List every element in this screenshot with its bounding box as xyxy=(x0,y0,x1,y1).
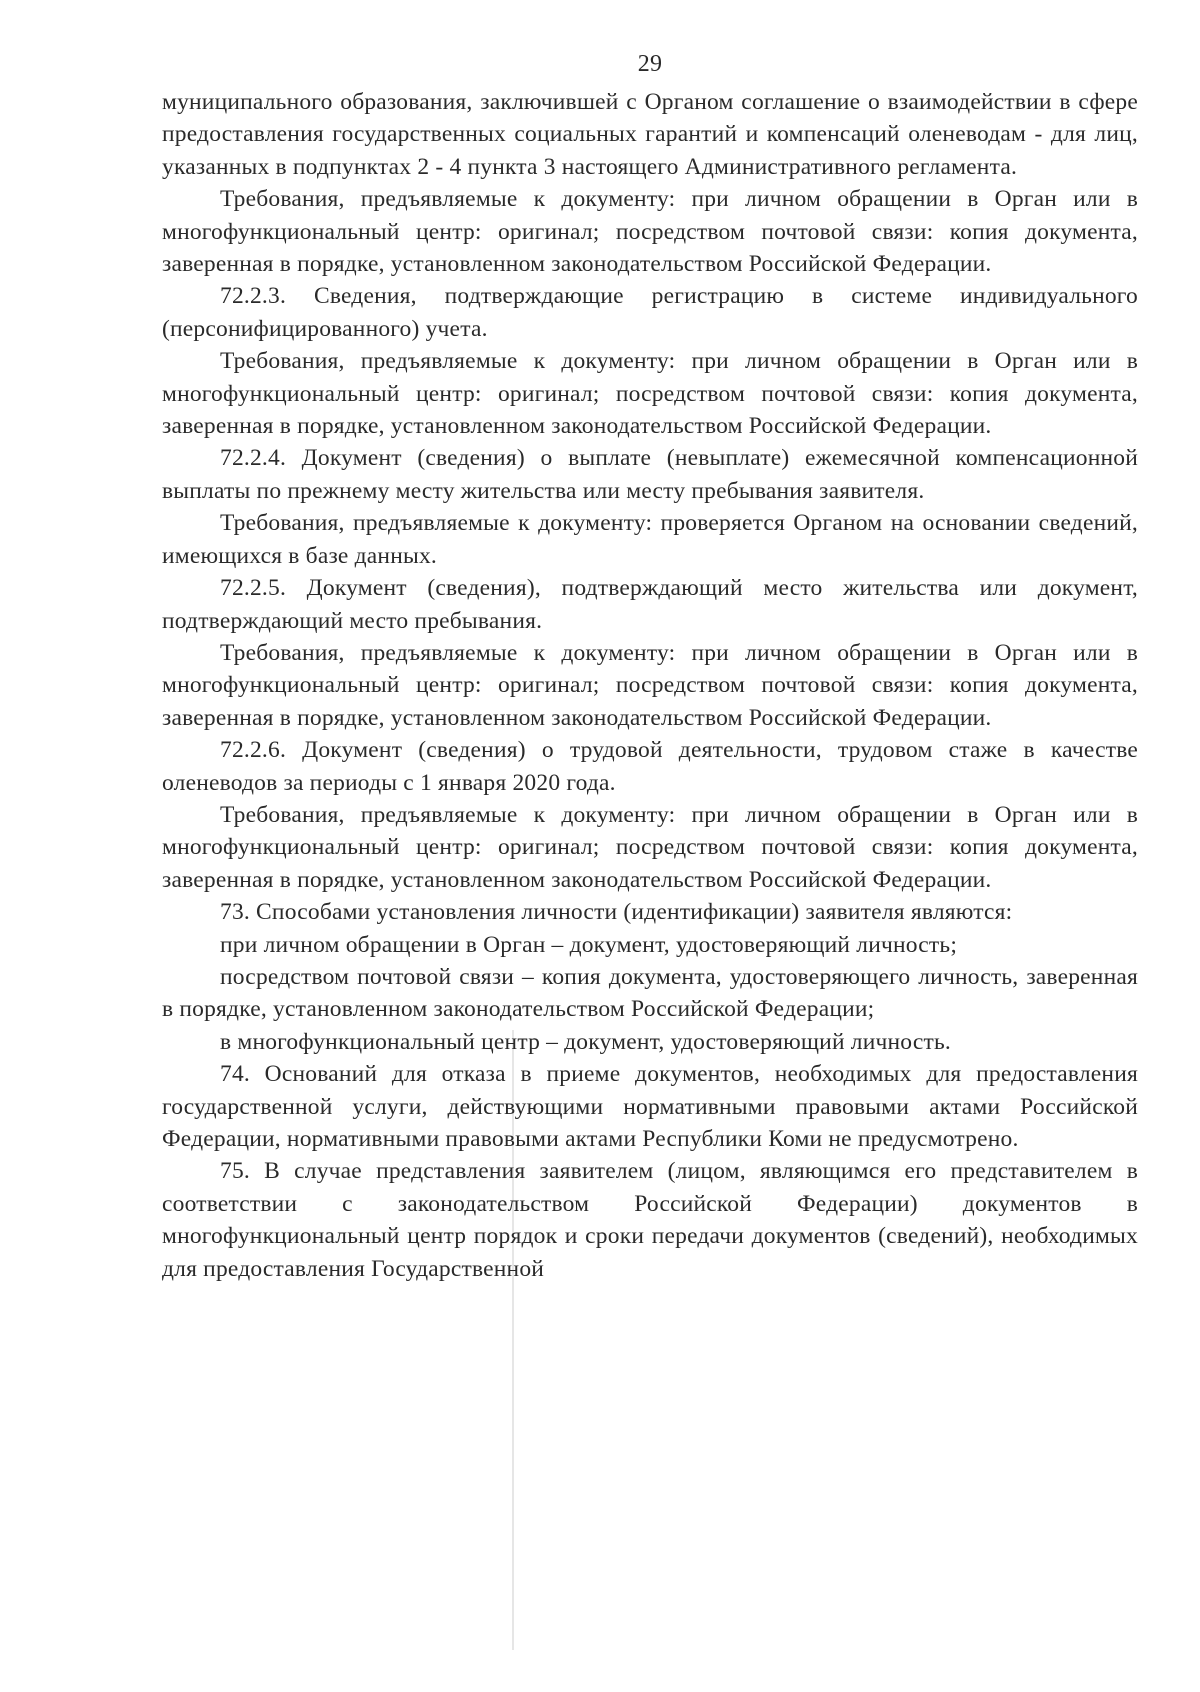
paragraph-requirements-1: Требования, предъявляемые к документу: при личном обращении в Орган или в многофункциональный центр: оригинал; посредством почтовой связи: копия документа, заверенная в порядке, установленном законодательством Российской Федерации. xyxy=(162,186,1138,278)
paragraph-requirements-4: Требования, предъявляемые к документу: при личном обращении в Орган или в многофункциональный центр: оригинал; посредством почтовой связи: копия документа, заверенная в порядке, установленном законодательством Российской Федерации. xyxy=(162,639,1138,731)
paragraph-requirements-2: Требования, предъявляемые к документу: при личном обращении в Орган или в многофункциональный центр: оригинал; посредством почтовой связи: копия документа, заверенная в порядке, установленном законодательством Российской Федерации. xyxy=(162,348,1138,440)
paragraph-requirements-3: Требования, предъявляемые к документу: проверяется Органом на основании сведений, имеющихся в базе данных. xyxy=(162,510,1138,569)
paragraph-75: 75. В случае представления заявителем (лицом, являющимся его представителем в соответствии с законодательством Российской Федерации) документов в многофункциональный центр порядок и сроки передачи документов (сведений), необходимых для предоставления Государственной xyxy=(162,1158,1138,1282)
paragraph-73-item-1: при личном обращении в Орган – документ, удостоверяющий личность; xyxy=(220,931,958,958)
document-page xyxy=(162,48,1138,1285)
paragraph-72-2-6: 72.2.6. Документ (сведения) о трудовой деятельности, трудовом стаже в качестве оленеводов за периоды с 1 января 2020 года. xyxy=(162,737,1138,796)
paragraph-72-2-3: 72.2.3. Сведения, подтверждающие регистрацию в системе индивидуального (персонифицированного) учета. xyxy=(162,283,1138,342)
paragraph-73-item-3: в многофункциональный центр – документ, удостоверяющий личность. xyxy=(220,1028,951,1055)
paragraph-73-item-2: посредством почтовой связи – копия документа, удостоверяющего личность, заверенная в порядке, установленном законодательством Российской Федерации; xyxy=(162,963,1138,1023)
paragraph-requirements-5: Требования, предъявляемые к документу: при личном обращении в Орган или в многофункциональный центр: оригинал; посредством почтовой связи: копия документа, заверенная в порядке, установленном законодательством Российской Федерации. xyxy=(162,801,1138,893)
paragraph-continuation: муниципального образования, заключившей с Органом соглашение о взаимодействии в сфере предоставления государственных социальных гарантий и компенсаций оленеводам - для лиц, указанных в подпунктах 2 - 4 пункта 3 настоящего Административного регламента. xyxy=(162,89,1138,180)
paragraph-72-2-5: 72.2.5. Документ (сведения), подтверждающий место жительства или документ, подтверждающий место пребывания. xyxy=(162,575,1138,634)
paragraph-72-2-4: 72.2.4. Документ (сведения) о выплате (невыплате) ежемесячной компенсационной выплаты по прежнему месту жительства или месту пребывания заявителя. xyxy=(162,445,1138,504)
page-number: 29 xyxy=(637,51,663,77)
paragraph-73: 73. Способами установления личности (идентификации) заявителя являются: xyxy=(220,899,1013,926)
paragraph-74: 74. Оснований для отказа в приеме документов, необходимых для предоставления государственной услуги, действующими нормативными правовыми актами Российской Федерации, нормативными правовыми актами Республики Коми не предусмотрено. xyxy=(162,1061,1138,1152)
